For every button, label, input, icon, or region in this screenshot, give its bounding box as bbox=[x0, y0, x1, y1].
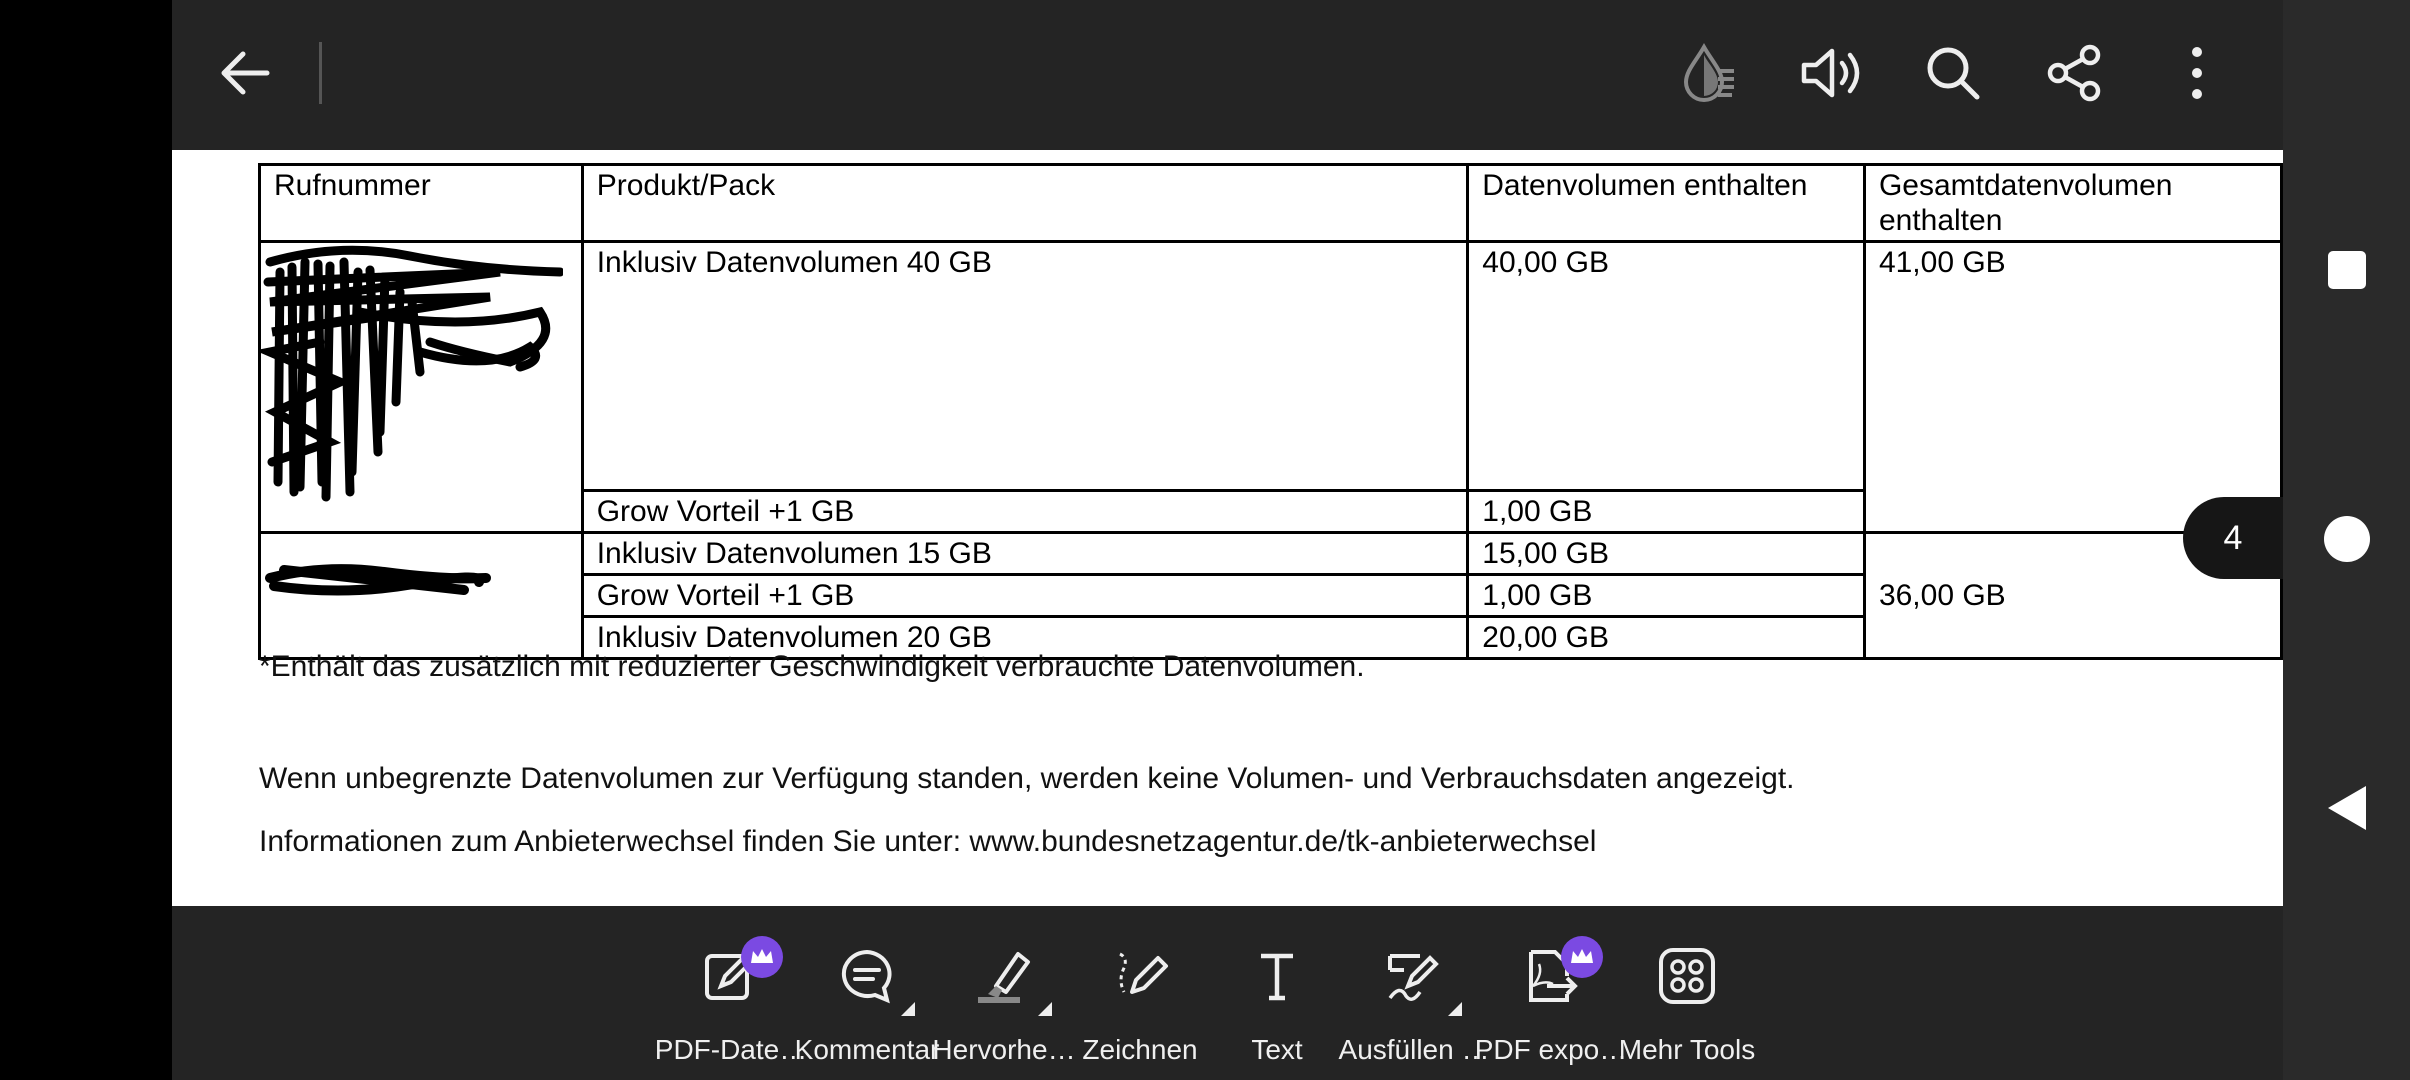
page-number-badge[interactable]: 4 bbox=[2183, 497, 2283, 579]
triangle-back-icon bbox=[2326, 784, 2368, 832]
pdf-page[interactable] bbox=[172, 150, 2283, 906]
tool-more-tools[interactable] bbox=[1617, 946, 1757, 1066]
tool-label: Mehr Tools bbox=[1618, 1034, 1756, 1065]
volume-cell: 20,00 GB bbox=[1468, 617, 1865, 659]
total-cell: 41,00 GB bbox=[1864, 242, 2281, 533]
highlight-icon bbox=[974, 946, 1034, 1006]
tool-fill-sign[interactable] bbox=[1338, 946, 1490, 1066]
system-navigation-bar bbox=[2283, 0, 2410, 1080]
tool-label: Text bbox=[1251, 1034, 1303, 1065]
tool-label: Zeichnen bbox=[1082, 1034, 1198, 1065]
share-icon[interactable] bbox=[2034, 30, 2114, 116]
text-icon bbox=[1247, 946, 1307, 1006]
submenu-indicator bbox=[1038, 1002, 1052, 1016]
more-vertical-icon[interactable] bbox=[2157, 30, 2237, 116]
product-cell: Inklusiv Datenvolumen 15 GB bbox=[582, 533, 1468, 575]
redaction-scribble bbox=[264, 560, 496, 600]
table-row bbox=[260, 533, 2282, 575]
back-button[interactable] bbox=[2283, 763, 2410, 853]
tool-comment[interactable] bbox=[794, 946, 940, 1066]
redaction-scribble bbox=[260, 242, 563, 504]
tool-label: PDF expo… bbox=[1474, 1034, 1628, 1065]
tool-draw[interactable] bbox=[1070, 946, 1210, 1066]
read-aloud-icon[interactable] bbox=[1790, 30, 1870, 116]
header-rufnummer: Rufnummer bbox=[260, 165, 583, 242]
fill-sign-icon bbox=[1384, 946, 1444, 1006]
circle-icon bbox=[2324, 516, 2370, 562]
square-icon bbox=[2328, 251, 2366, 289]
paragraph-unlimited-volume: Wenn unbegrenzte Datenvolumen zur Verfügung standen, werden keine Volumen- und Verbrauchsdaten angezeigt. bbox=[259, 762, 1795, 795]
table-header-row bbox=[260, 165, 2282, 242]
footnote-text: *Enthält das zusätzlich mit reduzierter Geschwindigkeit verbrauchte Datenvolumen. bbox=[259, 650, 1365, 683]
product-cell: Grow Vorteil +1 GB bbox=[582, 575, 1468, 617]
submenu-indicator bbox=[1448, 1002, 1462, 1016]
top-toolbar bbox=[172, 0, 2283, 148]
pdf-viewer-app bbox=[172, 0, 2283, 1080]
recents-button[interactable] bbox=[2283, 225, 2410, 315]
tool-edit-pdf[interactable] bbox=[654, 946, 808, 1066]
tool-text[interactable] bbox=[1207, 946, 1347, 1066]
home-button[interactable] bbox=[2283, 494, 2410, 584]
liquid-mode-icon[interactable] bbox=[1670, 30, 1750, 116]
more-tools-icon bbox=[1657, 946, 1717, 1006]
premium-crown-icon bbox=[741, 936, 783, 978]
premium-crown-icon bbox=[1561, 936, 1603, 978]
tool-label: PDF-Date… bbox=[654, 1034, 808, 1065]
total-cell: 36,00 GB bbox=[1864, 533, 2281, 659]
header-gesamtdatenvolumen: Gesamtdatenvolumen enthalten bbox=[1864, 165, 2281, 242]
product-cell: Grow Vorteil +1 GB bbox=[582, 491, 1468, 533]
volume-cell: 15,00 GB bbox=[1468, 533, 1865, 575]
product-cell: Inklusiv Datenvolumen 20 GB bbox=[582, 617, 1468, 659]
product-cell: Inklusiv Datenvolumen 40 GB bbox=[582, 242, 1468, 491]
volume-cell: 40,00 GB bbox=[1468, 242, 1865, 491]
bottom-tools-bar bbox=[172, 908, 2283, 1080]
tool-label: Hervorhe… bbox=[932, 1034, 1076, 1065]
tool-label: Ausfüllen … bbox=[1338, 1034, 1490, 1065]
comment-icon bbox=[837, 946, 897, 1006]
search-icon[interactable] bbox=[1913, 30, 1993, 116]
back-arrow-icon[interactable] bbox=[205, 30, 285, 116]
volume-cell: 1,00 GB bbox=[1468, 491, 1865, 533]
header-produkt: Produkt/Pack bbox=[582, 165, 1468, 242]
submenu-indicator bbox=[901, 1002, 915, 1016]
volume-cell: 1,00 GB bbox=[1468, 575, 1865, 617]
tool-export-pdf[interactable] bbox=[1474, 946, 1628, 1066]
tool-label: Kommentar bbox=[794, 1034, 940, 1065]
draw-icon bbox=[1110, 946, 1170, 1006]
toolbar-divider bbox=[319, 42, 322, 104]
tool-highlight[interactable] bbox=[934, 946, 1074, 1066]
header-datenvolumen: Datenvolumen enthalten bbox=[1468, 165, 1865, 242]
paragraph-provider-switch: Informationen zum Anbieterwechsel finden Sie unter: www.bundesnetzagentur.de/tk-anbieterwechsel bbox=[259, 825, 1597, 858]
